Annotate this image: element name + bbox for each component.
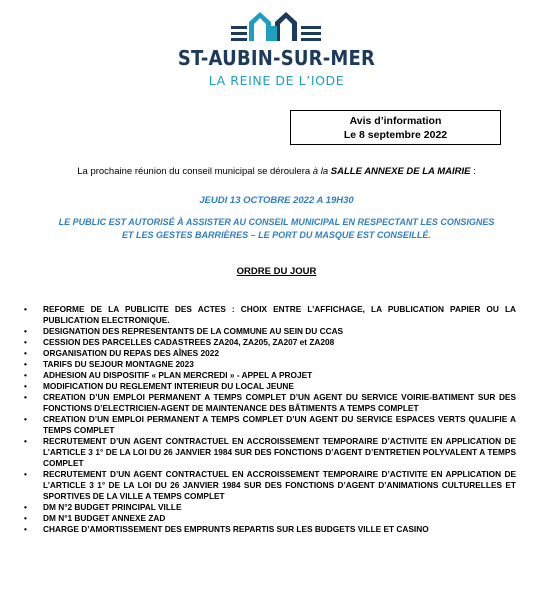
agenda-item <box>24 469 516 502</box>
bullet-icon: • <box>24 370 27 380</box>
agenda-item-text: REFORME DE LA PUBLICITE DES ACTES : CHOIX ENTRE L’AFFICHAGE, LA PUBLICATION PAPIER OU LA PUBLICATION ELECTRONIQUE. <box>43 304 516 325</box>
agenda-item <box>24 359 516 370</box>
agenda-item-text: TARIFS DU SEJOUR MONTAGNE 2023 <box>43 359 194 369</box>
agenda-item-text: RECRUTEMENT D’UN AGENT CONTRACTUEL EN ACCROISSEMENT TEMPORAIRE D’ACTIVITE EN APPLICATION DE L’ARTICLE 3 1° DE LA LOI DU 26 JANVIER 1984 SUR DES FONCTIONS D’AGENT D’ENTRETIEN POLYVALENT A TEMPS COMPLET <box>43 436 516 468</box>
bullet-icon: • <box>24 414 27 424</box>
agenda-item <box>24 370 516 381</box>
town-name: ST-AUBIN-SUR-MER <box>177 46 376 71</box>
intro-text: La prochaine réunion du conseil municipal se déroulera <box>77 166 313 177</box>
bullet-icon: • <box>24 524 27 534</box>
agenda-item <box>24 304 516 326</box>
agenda-heading: ORDRE DU JOUR <box>236 266 317 277</box>
public-notice-line1: LE PUBLIC EST AUTORISÉ À ASSISTER AU CONSEIL MUNICIPAL EN RESPECTANT LES CONSIGNES <box>58 217 495 227</box>
agenda-item <box>24 502 516 513</box>
agenda-item <box>24 524 516 535</box>
public-notice <box>0 216 553 242</box>
agenda-item-text: RECRUTEMENT D’UN AGENT CONTRACTUEL EN ACCROISSEMENT TEMPORAIRE D’ACTIVITE EN APPLICATION DE L’ARTICLE 3 1° DE LA LOI DU 26 JANVIER 1984 SUR DES FONCTIONS D’AGENT D’ANIMATIONS CULTURELLES ET SPORTIVES DE LA VILLE A TEMPS COMPLET <box>43 469 516 501</box>
agenda-list <box>24 304 516 535</box>
agenda-item <box>24 436 516 469</box>
agenda-item-text: ADHESION AU DISPOSITIF « PLAN MERCREDI » - APPEL A PROJET <box>43 370 313 380</box>
notice-date: Le 8 septembre 2022 <box>343 129 448 141</box>
bullet-icon: • <box>24 381 27 391</box>
bullet-icon: • <box>24 304 27 314</box>
bullet-icon: • <box>24 513 27 523</box>
agenda-item <box>24 414 516 436</box>
agenda-item <box>24 348 516 359</box>
agenda-item-text: CESSION DES PARCELLES CADASTREES ZA204, ZA205, ZA207 et ZA208 <box>43 337 335 347</box>
agenda-item-text: MODIFICATION DU REGLEMENT INTERIEUR DU LOCAL JEUNE <box>43 381 294 391</box>
intro-italic: à la <box>312 166 331 177</box>
intro-end: : <box>470 166 476 177</box>
intro-location: SALLE ANNEXE DE LA MAIRIE <box>330 166 471 177</box>
house-icon <box>229 8 325 44</box>
agenda-item <box>24 381 516 392</box>
public-notice-line2: ET LES GESTES BARRIÈRES – LE PORT DU MASQUE EST CONSEILLÉ. <box>122 230 431 240</box>
notice-title: Avis d’information <box>349 115 442 127</box>
agenda-item-text: CREATION D’UN EMPLOI PERMANENT A TEMPS COMPLET D’UN AGENT DU SERVICE VOIRIE-BATIMENT SUR DES FONCTIONS D’ELECTRICIEN-AGENT DE MAINTENANCE DES BÂTIMENTS A TEMPS COMPLET <box>43 392 516 413</box>
agenda-item-text: DM N°2 BUDGET PRINCIPAL VILLE <box>43 502 182 512</box>
agenda-item-text: DM N°1 BUDGET ANNEXE ZAD <box>43 513 166 523</box>
bullet-icon: • <box>24 502 27 512</box>
agenda-item <box>24 513 516 524</box>
town-logo <box>0 8 553 88</box>
meeting-date: JEUDI 13 OCTOBRE 2022 A 19H30 <box>199 195 354 206</box>
agenda-item-text: ORGANISATION DU REPAS DES AÎNES 2022 <box>43 348 219 358</box>
town-tagline: LA REINE DE L’IODE <box>208 73 345 88</box>
bullet-icon: • <box>24 359 27 369</box>
notice-box <box>290 110 501 145</box>
agenda-item <box>24 337 516 348</box>
agenda-item <box>24 392 516 414</box>
bullet-icon: • <box>24 469 27 479</box>
agenda-item <box>24 326 516 337</box>
agenda-item-text: CHARGE D’AMORTISSEMENT DES EMPRUNTS REPARTIS SUR LES BUDGETS VILLE ET CASINO <box>43 524 429 534</box>
bullet-icon: • <box>24 337 27 347</box>
bullet-icon: • <box>24 348 27 358</box>
intro-paragraph <box>0 166 553 177</box>
agenda-item-text: CREATION D’UN EMPLOI PERMANENT A TEMPS COMPLET D’UN AGENT DU SERVICE ESPACES VERTS QUALIFIE A TEMPS COMPLET <box>43 414 516 435</box>
bullet-icon: • <box>24 436 27 446</box>
bullet-icon: • <box>24 326 27 336</box>
agenda-item-text: DESIGNATION DES REPRESENTANTS DE LA COMMUNE AU SEIN DU CCAS <box>43 326 344 336</box>
bullet-icon: • <box>24 392 27 402</box>
